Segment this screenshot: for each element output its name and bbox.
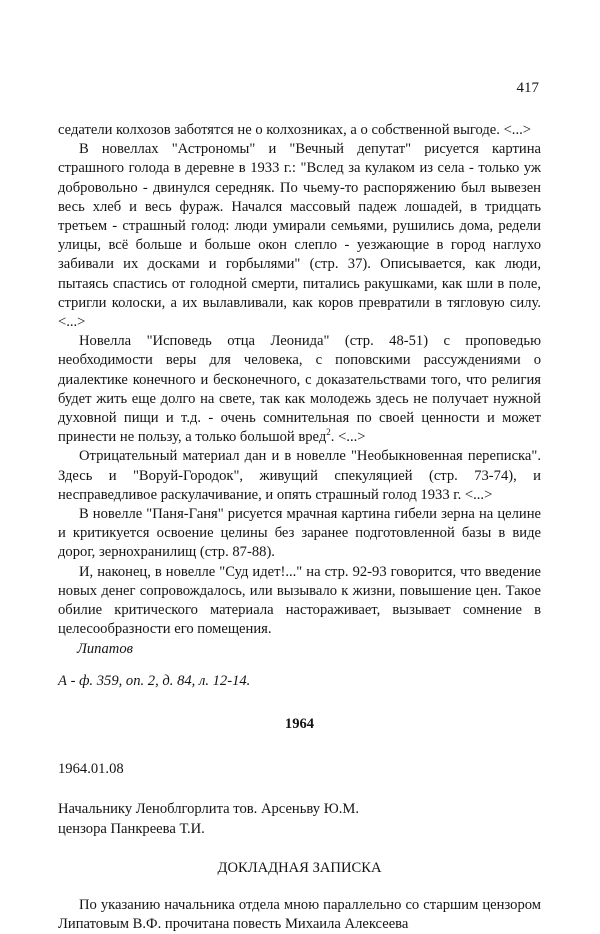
paragraph-4: Отрицательный материал дан и в новелле "Необыкновенная переписка". Здесь и "Воруй-Городок", живущий спекуляцией (стр. 73-74), и несправедливое раскулачивание, и опять страшный голод 1933 г. <...> <box>58 448 541 503</box>
paragraph-3-ending: . <...> <box>330 429 366 446</box>
addressee-line: Начальнику Леноблгорлита тов. Арсеньву Ю.М. <box>58 801 360 818</box>
paragraph-1: седатели колхозов заботятся не о колхозниках, а о собственной выгоде. <...> <box>58 122 531 138</box>
paragraph-3-text: Новелла "Исповедь отца Леонида" (стр. 48-51) с проповедью необходимости веры для человека, с поповскими рассуждениями о диалектике конечного и бесконечного, с доказательствами того, что религия будет жить еще долго на свете, так как молодежь здесь не получает нужной духовной пищи и т.д. - очень сомнительная по своей ценности и может принести не пользу, а только большой вред <box>58 333 541 446</box>
footnote-mark: 2 <box>326 427 331 438</box>
document-body <box>58 121 541 934</box>
sender-line: цензора Панкреева Т.И. <box>58 820 205 837</box>
archive-source: А - ф. 359, оп. 2, д. 84, л. 12-14. <box>58 672 251 689</box>
intro-paragraph: По указанию начальника отдела мною параллельно со старшим цензором Липатовым В.Ф. прочитана повесть Михаила Алексеева <box>58 896 541 933</box>
signature: Липатов <box>77 641 133 658</box>
year-heading: 1964 <box>284 715 315 732</box>
document-title: ДОКЛАДНАЯ ЗАПИСКА <box>217 859 382 876</box>
page-number: 417 <box>516 80 539 96</box>
addressee-block <box>58 800 541 838</box>
paragraph-2: В новеллах "Астрономы" и "Вечный депутат" рисуется картина страшного голода в деревне в 1933 г.: "Вслед за кулаком из села - только уж добровольно - двинулся середняк. По чьему-то распоряжению был вывезен весь хлеб и весь фураж. Начался массовый падеж лошадей, в тридцать третьем - страшный голод: люди умирали семьями, рушились дома, редели улицы, всё больше и больше окон слепло - уезжающие в город наглухо забивали их досками и горбылями" (стр. 37). Описывается, как люди, пытаясь спастись от голодной смерти, питались ракушками, как шли в поле, стригли колоски, а их вылавливали, как коров превратили в тягловую силу. <...> <box>58 141 541 331</box>
document-date: 1964.01.08 <box>58 761 124 778</box>
paragraph-5: В новелле "Паня-Ганя" рисуется мрачная картина гибели зерна на целине и критикуется освоение целины без заранее подготовленной базы в виде дорог, зернохранилищ (стр. 87-88). <box>58 506 541 561</box>
paragraph-6: И, наконец, в новелле "Суд идет!..." на стр. 92-93 говорится, что введение новых денег сопровождалось, или вызывало к жизни, повышение цен. Такое обилие критического материала настораживает, вызывает сомнение в целесообразности его помещения. <box>58 563 541 638</box>
paragraph-3 <box>58 332 541 447</box>
